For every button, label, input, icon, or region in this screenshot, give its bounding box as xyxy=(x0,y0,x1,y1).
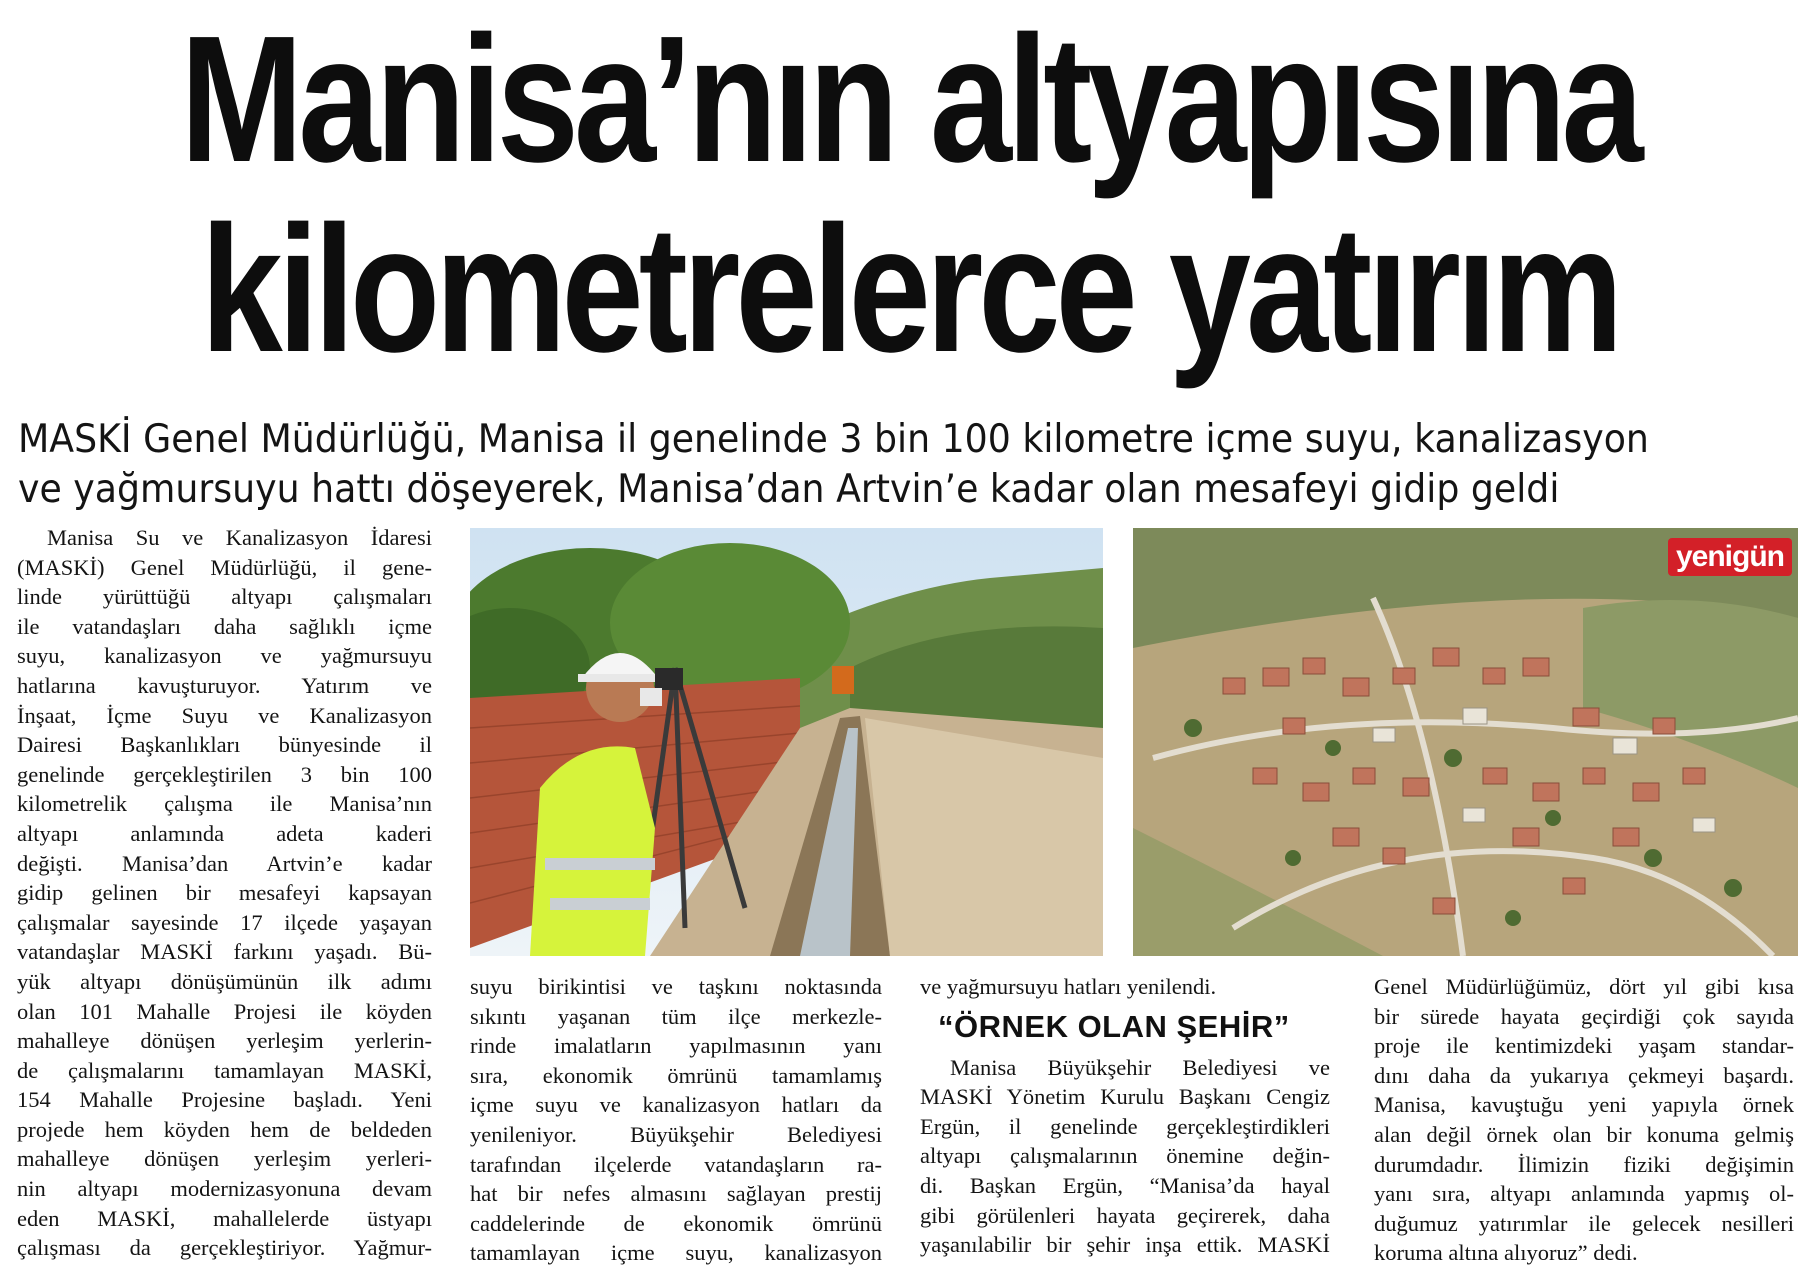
column-text-line: yük altyapı dönüşümünün ilk adımı xyxy=(17,968,432,994)
column-text-line: MASKİ Yönetim Kurulu Başkanı Cengiz xyxy=(920,1084,1330,1110)
column-text-line: projede hem köyden hem de beldeden xyxy=(17,1116,432,1142)
column-text-line: Ergün, il genelinde gerçekleştirdikleri xyxy=(920,1113,1330,1139)
column-text-line: Genel Müdürlüğümüz, dört yıl gibi kısa xyxy=(1374,974,1794,999)
column-text-line: ile vatandaşları daha sağlıklı içme xyxy=(17,613,432,639)
column-text-line: hat bir nefes almasını sağlayan prestij xyxy=(470,1181,882,1207)
aerial-village-illustration xyxy=(1133,528,1798,956)
column-text-line: vatandaşlar MASKİ farkını yaşadı. Bü- xyxy=(17,939,432,965)
column-text-line: hatlarına kavuşturuyor. Yatırım ve xyxy=(17,672,432,698)
column-text-line: alan değil örnek olan bir konuma gelmiş xyxy=(1374,1121,1794,1147)
article-column-3 xyxy=(920,972,1330,1260)
column-text-line: yaşanılabilir bir şehir inşa ettik. MASKİ xyxy=(920,1232,1330,1258)
article-column-2 xyxy=(470,972,882,1268)
column-text-line: mahalleye dönüşen yerleşim yerlerin- xyxy=(17,1028,432,1054)
column-text-line: çalışmalar sayesinde 17 ilçede yaşayan xyxy=(17,909,432,935)
column-text-line: İnşaat, İçme Suyu ve Kanalizasyon xyxy=(17,702,432,728)
column-text-line: Dairesi Başkanlıkları bünyesinde il xyxy=(17,732,432,758)
column-3-first-line: ve yağmursuyu hatları yenilendi. xyxy=(920,974,1217,999)
deck-line-1: MASKİ Genel Müdürlüğü, Manisa il genelinde 3 bin 100 kilometre içme suyu, kanalizasyon xyxy=(18,417,1649,462)
column-text-line: genelinde gerçekleştirilen 3 bin 100 xyxy=(17,761,432,787)
column-text-line: altyapı çalışmalarının önemine değin- xyxy=(920,1143,1330,1169)
column-text-line: proje ile kentimizdeki yaşam standar- xyxy=(1374,1033,1794,1059)
column-text-line: yenileniyor. Büyükşehir Belediyesi xyxy=(470,1121,882,1147)
column-text-line: kilometrelik çalışma ile Manisa’nın xyxy=(17,791,432,817)
column-text-line: olan 101 Mahalle Projesi ile köyden xyxy=(17,998,432,1024)
column-text-line: suyu birikintisi ve taşkını noktasında xyxy=(470,974,882,999)
column-text-line: nin altyapı modernizasyonuna devam xyxy=(17,1176,432,1202)
column-text-line: 154 Mahalle Projesine başladı. Yeni xyxy=(17,1087,432,1113)
column-text-line: durumdadır. İlimizin fiziki değişimin xyxy=(1374,1151,1794,1177)
column-text-line: dını daha da yukarıya çekmeyi başardı. xyxy=(1374,1062,1794,1088)
construction-photo-illustration xyxy=(470,528,1103,956)
yenigun-logo: yenigün xyxy=(1668,538,1792,576)
article-column-1 xyxy=(17,523,432,1263)
column-text-line: tamamlayan içme suyu, kanalizasyon xyxy=(470,1240,882,1266)
headline-line-1: Manisa’nın altyapısına xyxy=(180,0,1639,200)
column-text-line: altyapı anlamında adeta kaderi xyxy=(17,820,432,846)
column-text-line: bir sürede hayata geçirdiği çok sayıda xyxy=(1374,1003,1794,1029)
column-text-line: linde yürüttüğü altyapı çalışmaları xyxy=(17,584,432,610)
column-text-line: gibi görülenleri hayata geçirerek, daha xyxy=(920,1202,1330,1228)
photo-aerial-village xyxy=(1133,528,1798,956)
column-text-line: eden MASKİ, mahallelerde üstyapı xyxy=(17,1205,432,1231)
column-text-line: Manisa Büyükşehir Belediyesi ve xyxy=(950,1054,1330,1080)
column-text-line: gidip gelinen bir mesafeyi kapsayan xyxy=(17,880,432,906)
column-text-line: (MASKİ) Genel Müdürlüğü, il gene- xyxy=(17,554,432,580)
column-text-line: içme suyu ve kanalizasyon hatları da xyxy=(470,1092,882,1118)
column-text-line: duğumuz yatırımlar ile gelecek nesilleri xyxy=(1374,1210,1794,1236)
column-text-line: tarafından ilçelerde vatandaşların ra- xyxy=(470,1151,882,1177)
column-text-line: suyu, kanalizasyon ve yağmursuyu xyxy=(17,643,432,669)
article-column-4 xyxy=(1374,972,1794,1268)
column-text-line: caddelerinde de ekonomik ömrünü xyxy=(470,1210,882,1236)
column-text-line: de çalışmalarını tamamlayan MASKİ, xyxy=(17,1057,432,1083)
section-subhead: “ÖRNEK OLAN ŞEHİR” xyxy=(938,1008,1290,1044)
column-text-line: değişti. Manisa’dan Artvin’e kadar xyxy=(17,850,432,876)
deck-line-2: ve yağmursuyu hattı döşeyerek, Manisa’dan Artvin’e kadar olan mesafeyi gidip geldi xyxy=(18,467,1560,512)
column-text-line: rinde imalatların yapılmasının yanı xyxy=(470,1033,882,1059)
column-text-line: Manisa, kavuştuğu yeni yapıyla örnek xyxy=(1374,1092,1794,1118)
column-text-line: yanı sıra, altyapı anlamında yapmış ol- xyxy=(1374,1181,1794,1207)
column-3-body xyxy=(920,1053,1330,1260)
photo-construction-worker xyxy=(470,528,1103,956)
column-text-line: sıkıntı yaşanan tüm ilçe merkezle- xyxy=(470,1003,882,1029)
column-text-line: sıra, ekonomik ömrünü tamamlamış xyxy=(470,1062,882,1088)
column-text-line: di. Başkan Ergün, “Manisa’da hayal xyxy=(920,1172,1330,1198)
column-text-line: mahalleye dönüşen yerleşim yerleri- xyxy=(17,1146,432,1172)
column-text-line: çalışması da gerçekleştiriyor. Yağmur- xyxy=(17,1235,432,1261)
column-text-line: Manisa Su ve Kanalizasyon İdaresi xyxy=(47,525,432,550)
headline-line-2: kilometrelerce yatırım xyxy=(200,189,1619,390)
column-text-line: koruma altına alıyoruz” dedi. xyxy=(1374,1240,1638,1266)
